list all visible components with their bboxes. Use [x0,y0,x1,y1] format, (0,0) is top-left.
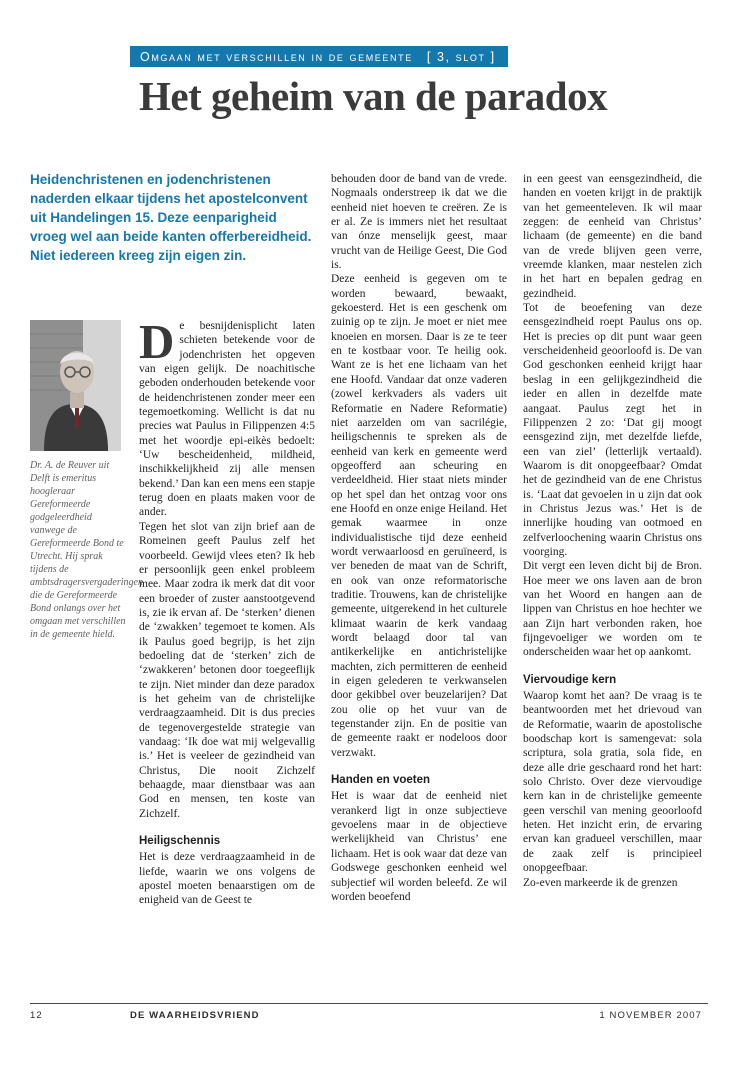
body-column-2 [331,172,507,990]
paragraph: Deze eenheid is gegeven om te worden bewaard, bewaakt, gekoesterd. Het is een geschenk om zuinig op te zijn. Je moet er niet mee knoeien en morsen. Daar is ze te teer en te kostbaar voor. Te heilig ook. Want ze is het ene lichaam van het ene Hoofd. Vandaar dat onze vaderen (zowel kerkvaders als vaders uit Reformatie en Nadere Reformatie) niet aarzelden om van sacrilégie, heiligschennis te spreken als de eenheid van kerk en gemeente werd opgeofferd aan scheuring en verdeeldheid. Hier staat niets minder op het spel dan het ontzag voor ons ene Hoofd en onze enige Heiland. Het gemak waarmee in onze individualistische tijd deze eenheid wordt verwaarloosd en geruïneerd, is ver beneden de maat van de Schrift, en ook van onze reformatorische traditie. Trouwens, kan de christelijke gemeente, uitgerekend in het culturele klimaat waarin de kerk vandaag wordt belaagd door tal van antikerkelijke en antichristelijke machten, zich permitteren de eenheid in eigen gelederen te verkwanselen door gekibbel over beuzelarijen? Dat zou olie op het vuur van de tegenstander zijn. En de positie van de gemeente raakt er nodeloos door verzwakt. [331,273,507,759]
paragraph [139,319,315,520]
subheading-handen-en-voeten: Handen en voeten [331,774,431,787]
paragraph: Zo-even markeerde ik de grenzen [523,876,678,889]
paragraph: Tegen het slot van zijn brief aan de Romeinen geeft Paulus zelf het voorbeeld. Gewijd vlees eten? Ik heb er persoonlijk geen enkel probleem mee. Maar zodra ik merk dat dit voor een broeder of zuster aanstootgevend is, zie ik ervan af. De ‘sterken’ dienen de ‘zwakken’ tegemoet te komen. Als ik Paulus goed begrijp, is het zijn bedoeling dat de ‘sterken’ zich de ‘zwakkeren’ betonen door toegeeflijk te zijn. Niet minder dan deze paradox is het geheim van de christelijke verdraagzaamheid. Dit is dus precies de tegenovergestelde strategie van vandaag: ‘Ik doe wat mij welgevallig is.’ Het is veeleer de gezindheid van Christus, Die nooit Zichzelf behaagde, maar dienstbaar was aan God en mensen, ten koste van Zichzelf. [139,520,315,820]
band-part-tag: [ 3, slot ] [426,49,496,64]
section-header-band [130,46,508,67]
article-title: Het geheim van de paradox [139,73,608,119]
paragraph: Dit vergt een leven dicht bij de Bron. Hoe meer we ons laven aan de bron van het Woord en hangen aan de lippen van Christus en hoe hechter we aan Zijn hart verbonden raken, hoe fijngevoeliger we worden om te onderscheiden waar het op aankomt. [523,560,702,659]
paragraph: in een geest van eensgezindheid, die handen en voeten krijgt in de praktijk van het gemeenteleven. Ik wil maar zeggen: de eenheid van Christus’ lichaam (de gemeente) en die band van de vrede blijven geen verre, vreemde klanken, maar nestelen zich in het hart en bepalen gedrag en gezindheid. [523,173,702,300]
dropcap: D [139,319,175,369]
tie [75,408,79,428]
subheading-heiligschennis: Heiligschennis [139,835,221,848]
paragraph: Het is deze verdraagzaamheid in de liefde, waarin we ons volgens de apostel moeten benaarstigen om de enigheid van de Geest te [139,851,315,907]
magazine-name: DE WAARHEIDSVRIEND [130,1010,260,1021]
author-caption: Dr. A. de Reuver uit Delft is emeritus hoogleraar Gereformeerde godgeleerdheid vanwege de Gereformeerde Bond te Utrecht. Hij sprak tijdens de ambtsdragersvergaderingen die de Gereformeerde Bond onlangs over het omgaan met verschillen in de gemeente hield. [30,460,143,640]
body-column-1 [139,319,315,989]
subheading-viervoudige-kern: Viervoudige kern [523,673,617,686]
article-intro: Heidenchristenen en jodenchristenen naderden elkaar tijdens het apostelconvent uit Handelingen 15. Deze eenparigheid vroeg wel aan beide kanten offerbereidheid. Niet iedereen kreeg zijn eigen zin. [30,172,312,263]
body-column-3 [523,172,702,990]
paragraph: Waarop komt het aan? De vraag is te beantwoorden met het drievoud van de Reformatie, waarin de apostolische boodschap kort is samengevat: sola scriptura, sola gratia, sola fide, en deze alle drie geschaard rond het hart: solo Christo. Over deze viervoudige kern kan in de christelijke gemeente geen verschil van mening geoorloofd heten. Het inzicht erin, de ervaring ervan kan gradueel verschillen, maar de zaak zelf is principieel onopgeefbaar. [523,690,702,875]
paragraph: Tot de beoefening van deze eensgezindheid roept Paulus ons op. Het is precies op dit punt waar geen verscheidenheid geoorloofd is. De van God geschonken eenheid krijgt haar beslag in een gelijkgezindheid die ieder en allen in dezelfde mate aangaat. Paulus zegt het in Filippenzen 2 zo: ‘Dat gij moogt eensgezind zijn, met dezelfde liefde, een van ziel’ (letterlijk vertaald). Waarom is dit onopgeefbaar? Omdat het de gezindheid van de ene Christus is. ‘Laat dat gevoelen in u zijn dat ook in Christus Jezus was.’ Het is de innerlijke houding van ootmoed en zelfverloochening waarin Christus ons voorging. [523,302,702,558]
issue-date: 1 NOVEMBER 2007 [599,1010,702,1021]
portrait-photo-graphic [30,320,121,451]
band-title: Omgaan met verschillen in de gemeente [140,49,413,64]
paragraph: behouden door de band van de vrede. Nogmaals onderstreep ik dat we die eenheid niet hoeven te creëren. Ze is er al. Ze is immers niet het resultaat van ónze menselijk geest, maar vrucht van de Heilige Geest, Die God is. [331,173,507,272]
page-number: 12 [30,1010,43,1021]
paragraph-text: e besnijdenisplicht laten schieten betekende voor de jodenchristen het opgeven van eigen gelijk. De noachitische geboden onderhouden betekende voor de heidenchristenen zonder meer een tegemoetkoming. Wellicht is dat nu precies wat Paulus in Filippenzen 4:5 met het woordje epi-eikès bedoelt: ‘Uw bescheidenheid, mildheid, inschikkelijkheid zij alle mensen bekend.’ Dan kan een mens een stapje terug doen en plaats maken voor de ander. [139,320,315,519]
author-photo [30,320,121,451]
paragraph: Het is waar dat de eenheid niet verankerd ligt in onze subjectieve gevoelens maar in de objectieve werkelijkheid van Christus’ ene lichaam. Het is ook waar dat deze van Godswege geschonken eenheid wel subjectief wil worden beleefd. Ze wil worden beoefend [331,790,507,903]
footer-rule [30,1003,708,1004]
